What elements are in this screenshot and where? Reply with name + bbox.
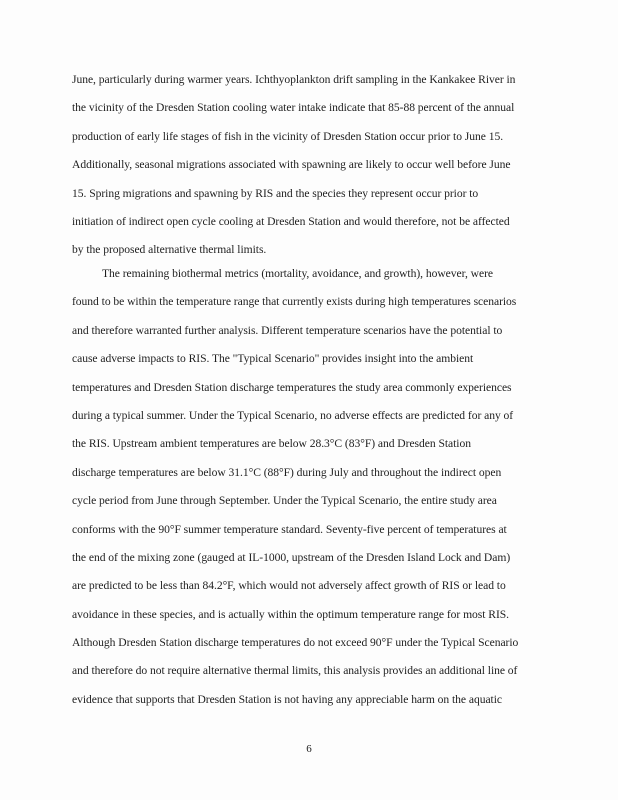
paragraph-line-indented: The remaining biothermal metrics (mortality, avoidance, and growth), however, were (102, 267, 493, 280)
paragraph-line: avoidance in these species, and is actually within the optimum temperature range for most RIS. (72, 607, 510, 621)
paragraph-line: Although Dresden Station discharge temperatures do not exceed 90°F under the Typical Scenario (72, 636, 519, 650)
paragraph-2 (72, 260, 546, 714)
paragraph-line: during a typical summer. Under the Typical Scenario, no adverse effects are predicted for any of (72, 408, 514, 422)
paragraph-line: temperatures and Dresden Station discharge temperatures the study area commonly experiences (72, 380, 512, 394)
paragraph-line: the end of the mixing zone (gauged at IL-1000, upstream of the Dresden Island Lock and Dam) (72, 550, 511, 564)
paragraph-line: and therefore warranted further analysis. Different temperature scenarios have the potential to (72, 323, 503, 337)
paragraph-1 (72, 66, 546, 265)
paragraph-line: Additionally, seasonal migrations associated with spawning are likely to occur well before June (72, 158, 511, 172)
paragraph-line: 15. Spring migrations and spawning by RIS and the species they represent occur prior to (72, 186, 479, 200)
paragraph-line: are predicted to be less than 84.2°F, which would not adversely affect growth of RIS or lead to (72, 579, 506, 593)
paragraph-line: production of early life stages of fish in the vicinity of Dresden Station occur prior to June 15. (72, 129, 504, 143)
paragraph-line: the RIS. Upstream ambient temperatures are below 28.3°C (83°F) and Dresden Station (72, 437, 471, 451)
paragraph-line: by the proposed alternative thermal limits. (72, 243, 267, 257)
paragraph-line: found to be within the temperature range that currently exists during high temperatures scenarios (72, 295, 517, 309)
paragraph-line: June, particularly during warmer years. Ichthyoplankton drift sampling in the Kankakee River in (72, 73, 516, 86)
paragraph-line: cause adverse impacts to RIS. The "Typical Scenario" provides insight into the ambient (72, 352, 474, 366)
page-number: 6 (306, 743, 312, 755)
paragraph-line: initiation of indirect open cycle cooling at Dresden Station and would therefore, not be affected (72, 214, 510, 228)
paragraph-line: cycle period from June through September. Under the Typical Scenario, the entire study area (72, 494, 497, 508)
paragraph-line: conforms with the 90°F summer temperature standard. Seventy-five percent of temperatures at (72, 522, 507, 536)
paragraph-line: discharge temperatures are below 31.1°C (88°F) during July and throughout the indirect open (72, 465, 502, 479)
paragraph-line: and therefore do not require alternative thermal limits, this analysis provides an additional line of (72, 664, 518, 678)
paragraph-line: the vicinity of the Dresden Station cooling water intake indicate that 85-88 percent of the annual (72, 101, 515, 115)
paragraph-line: evidence that supports that Dresden Station is not having any appreciable harm on the aquatic (72, 692, 502, 706)
